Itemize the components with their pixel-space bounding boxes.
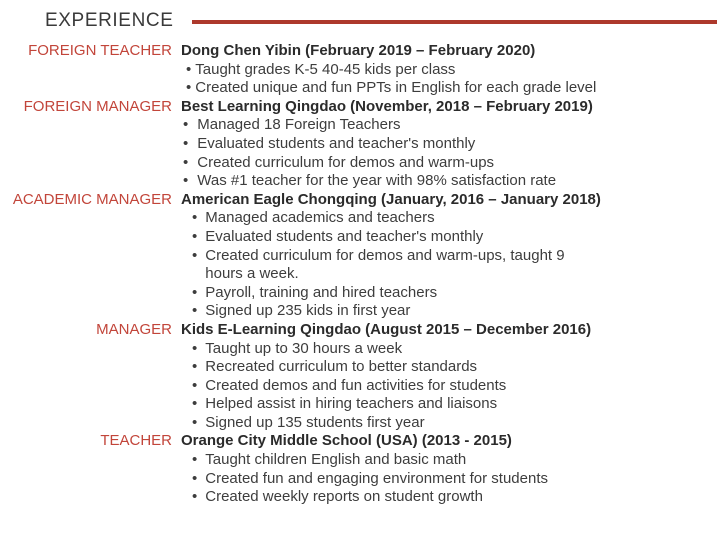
bullet-text <box>205 209 434 228</box>
experience-sections <box>0 42 717 507</box>
bullet-icon: • <box>192 488 198 506</box>
bullet-icon: • <box>192 227 198 245</box>
bullet-item <box>183 172 717 191</box>
bullet-text <box>195 79 596 98</box>
organization-and-dates: Kids E-Learning Qingdao (August 2015 – December 2016) <box>181 320 592 338</box>
bullet-icon: • <box>192 469 198 487</box>
bullet-icon: • <box>192 339 198 357</box>
bullet-text-line: Managed academics and teachers <box>205 209 435 227</box>
bullet-text <box>205 302 410 321</box>
job-title-label: FOREIGN MANAGER <box>23 97 172 115</box>
bullet-text <box>205 228 483 247</box>
job-title-label: FOREIGN TEACHER <box>28 42 172 59</box>
bullet-text-line: Payroll, training and hired teachers <box>205 283 438 301</box>
bullet-text <box>205 358 477 377</box>
organization-and-dates: Orange City Middle School (USA) (2013 - 2015) <box>181 432 512 450</box>
bullet-icon: • <box>192 376 198 394</box>
experience-entry <box>0 98 717 191</box>
bullet-text <box>195 61 455 80</box>
bullet-text-line: Taught grades K-5 40-45 kids per class <box>195 60 456 78</box>
job-title-label: TEACHER <box>100 432 172 450</box>
bullet-item <box>192 451 717 470</box>
bullet-text <box>197 135 475 154</box>
bullet-text-line: Recreated curriculum to better standards <box>205 358 478 376</box>
bullet-text <box>205 284 437 303</box>
entry-content <box>176 191 717 321</box>
bullet-text-line: Helped assist in hiring teachers and liaisons <box>205 395 498 413</box>
bullet-item <box>192 395 717 414</box>
bullet-text-line: Created unique and fun PPTs in English for each grade level <box>195 79 597 97</box>
bullet-item <box>192 340 717 359</box>
bullet-text <box>205 488 483 507</box>
bullet-text-line: Created fun and engaging environment for students <box>205 469 548 487</box>
bullet-icon: • <box>192 209 198 227</box>
bullet-text <box>197 116 400 135</box>
bullet-text-line: Was #1 teacher for the year with 98% satisfaction rate <box>197 172 557 190</box>
bullet-text-line: Created curriculum for demos and warm-ups, taught 9 <box>205 246 565 264</box>
job-title-label: MANAGER <box>96 320 172 338</box>
bullet-text <box>205 451 466 470</box>
bullet-text-line: Signed up 135 students first year <box>205 413 425 431</box>
bullet-item <box>186 61 717 80</box>
bullet-item <box>192 470 717 489</box>
bullet-text-line: hours a week. <box>205 265 299 283</box>
bullet-icon: • <box>192 283 198 301</box>
bullet-item <box>192 488 717 507</box>
bullet-text <box>205 340 402 359</box>
page-title: EXPERIENCE <box>45 9 174 31</box>
bullet-text <box>205 377 506 396</box>
bullet-item <box>192 209 717 228</box>
bullet-text-line: Created demos and fun activities for students <box>205 376 507 394</box>
bullet-text-line: Evaluated students and teacher's monthly <box>197 134 476 152</box>
bullet-text-line: Signed up 235 kids in first year <box>205 302 411 320</box>
bullet-item <box>183 116 717 135</box>
bullet-item <box>186 79 717 98</box>
entry-content <box>176 42 717 98</box>
bullet-text <box>197 172 556 191</box>
organization-and-dates: American Eagle Chongqing (January, 2016 – January 2018) <box>181 190 601 208</box>
bullet-icon: • <box>192 302 198 320</box>
bullet-icon: • <box>192 451 198 469</box>
bullet-icon: • <box>192 395 198 413</box>
bullet-item <box>192 302 717 321</box>
bullet-item <box>183 135 717 154</box>
job-title-label: ACADEMIC MANAGER <box>12 190 172 208</box>
bullet-text-line: Taught children English and basic math <box>205 451 467 469</box>
bullet-text <box>205 414 424 433</box>
bullet-text-line: Created weekly reports on student growth <box>205 488 483 506</box>
bullet-icon: • <box>183 172 189 190</box>
bullet-item <box>192 377 717 396</box>
experience-header <box>0 7 717 34</box>
experience-entry <box>0 191 717 321</box>
bullet-text <box>205 470 548 489</box>
bullet-item <box>192 358 717 377</box>
bullet-icon: • <box>183 116 189 134</box>
entry-content <box>176 98 717 191</box>
header-rule <box>192 20 717 24</box>
bullet-text-line: Taught up to 30 hours a week <box>205 339 403 357</box>
bullet-text <box>197 154 494 173</box>
bullet-icon: • <box>186 60 192 78</box>
bullet-icon: • <box>183 153 189 171</box>
bullet-item <box>192 284 717 303</box>
bullet-icon: • <box>192 358 198 376</box>
bullet-item <box>192 228 717 247</box>
bullet-icon: • <box>186 79 192 97</box>
organization-and-dates: Dong Chen Yibin (February 2019 – February 2020) <box>181 42 536 59</box>
bullet-text-line: Managed 18 Foreign Teachers <box>197 116 401 134</box>
entry-content <box>176 432 717 506</box>
bullet-icon: • <box>192 413 198 431</box>
experience-entry <box>0 321 717 433</box>
experience-entry <box>0 432 717 506</box>
experience-entry <box>0 42 717 98</box>
bullet-text-line: Evaluated students and teacher's monthly <box>205 227 484 245</box>
bullet-item <box>183 154 717 173</box>
entry-content <box>176 321 717 433</box>
bullet-item <box>192 247 717 284</box>
organization-and-dates: Best Learning Qingdao (November, 2018 – February 2019) <box>181 97 593 115</box>
bullet-text <box>205 247 564 284</box>
bullet-icon: • <box>192 246 198 264</box>
bullet-text <box>205 395 497 414</box>
bullet-text-line: Created curriculum for demos and warm-ups <box>197 153 495 171</box>
bullet-icon: • <box>183 134 189 152</box>
bullet-item <box>192 414 717 433</box>
